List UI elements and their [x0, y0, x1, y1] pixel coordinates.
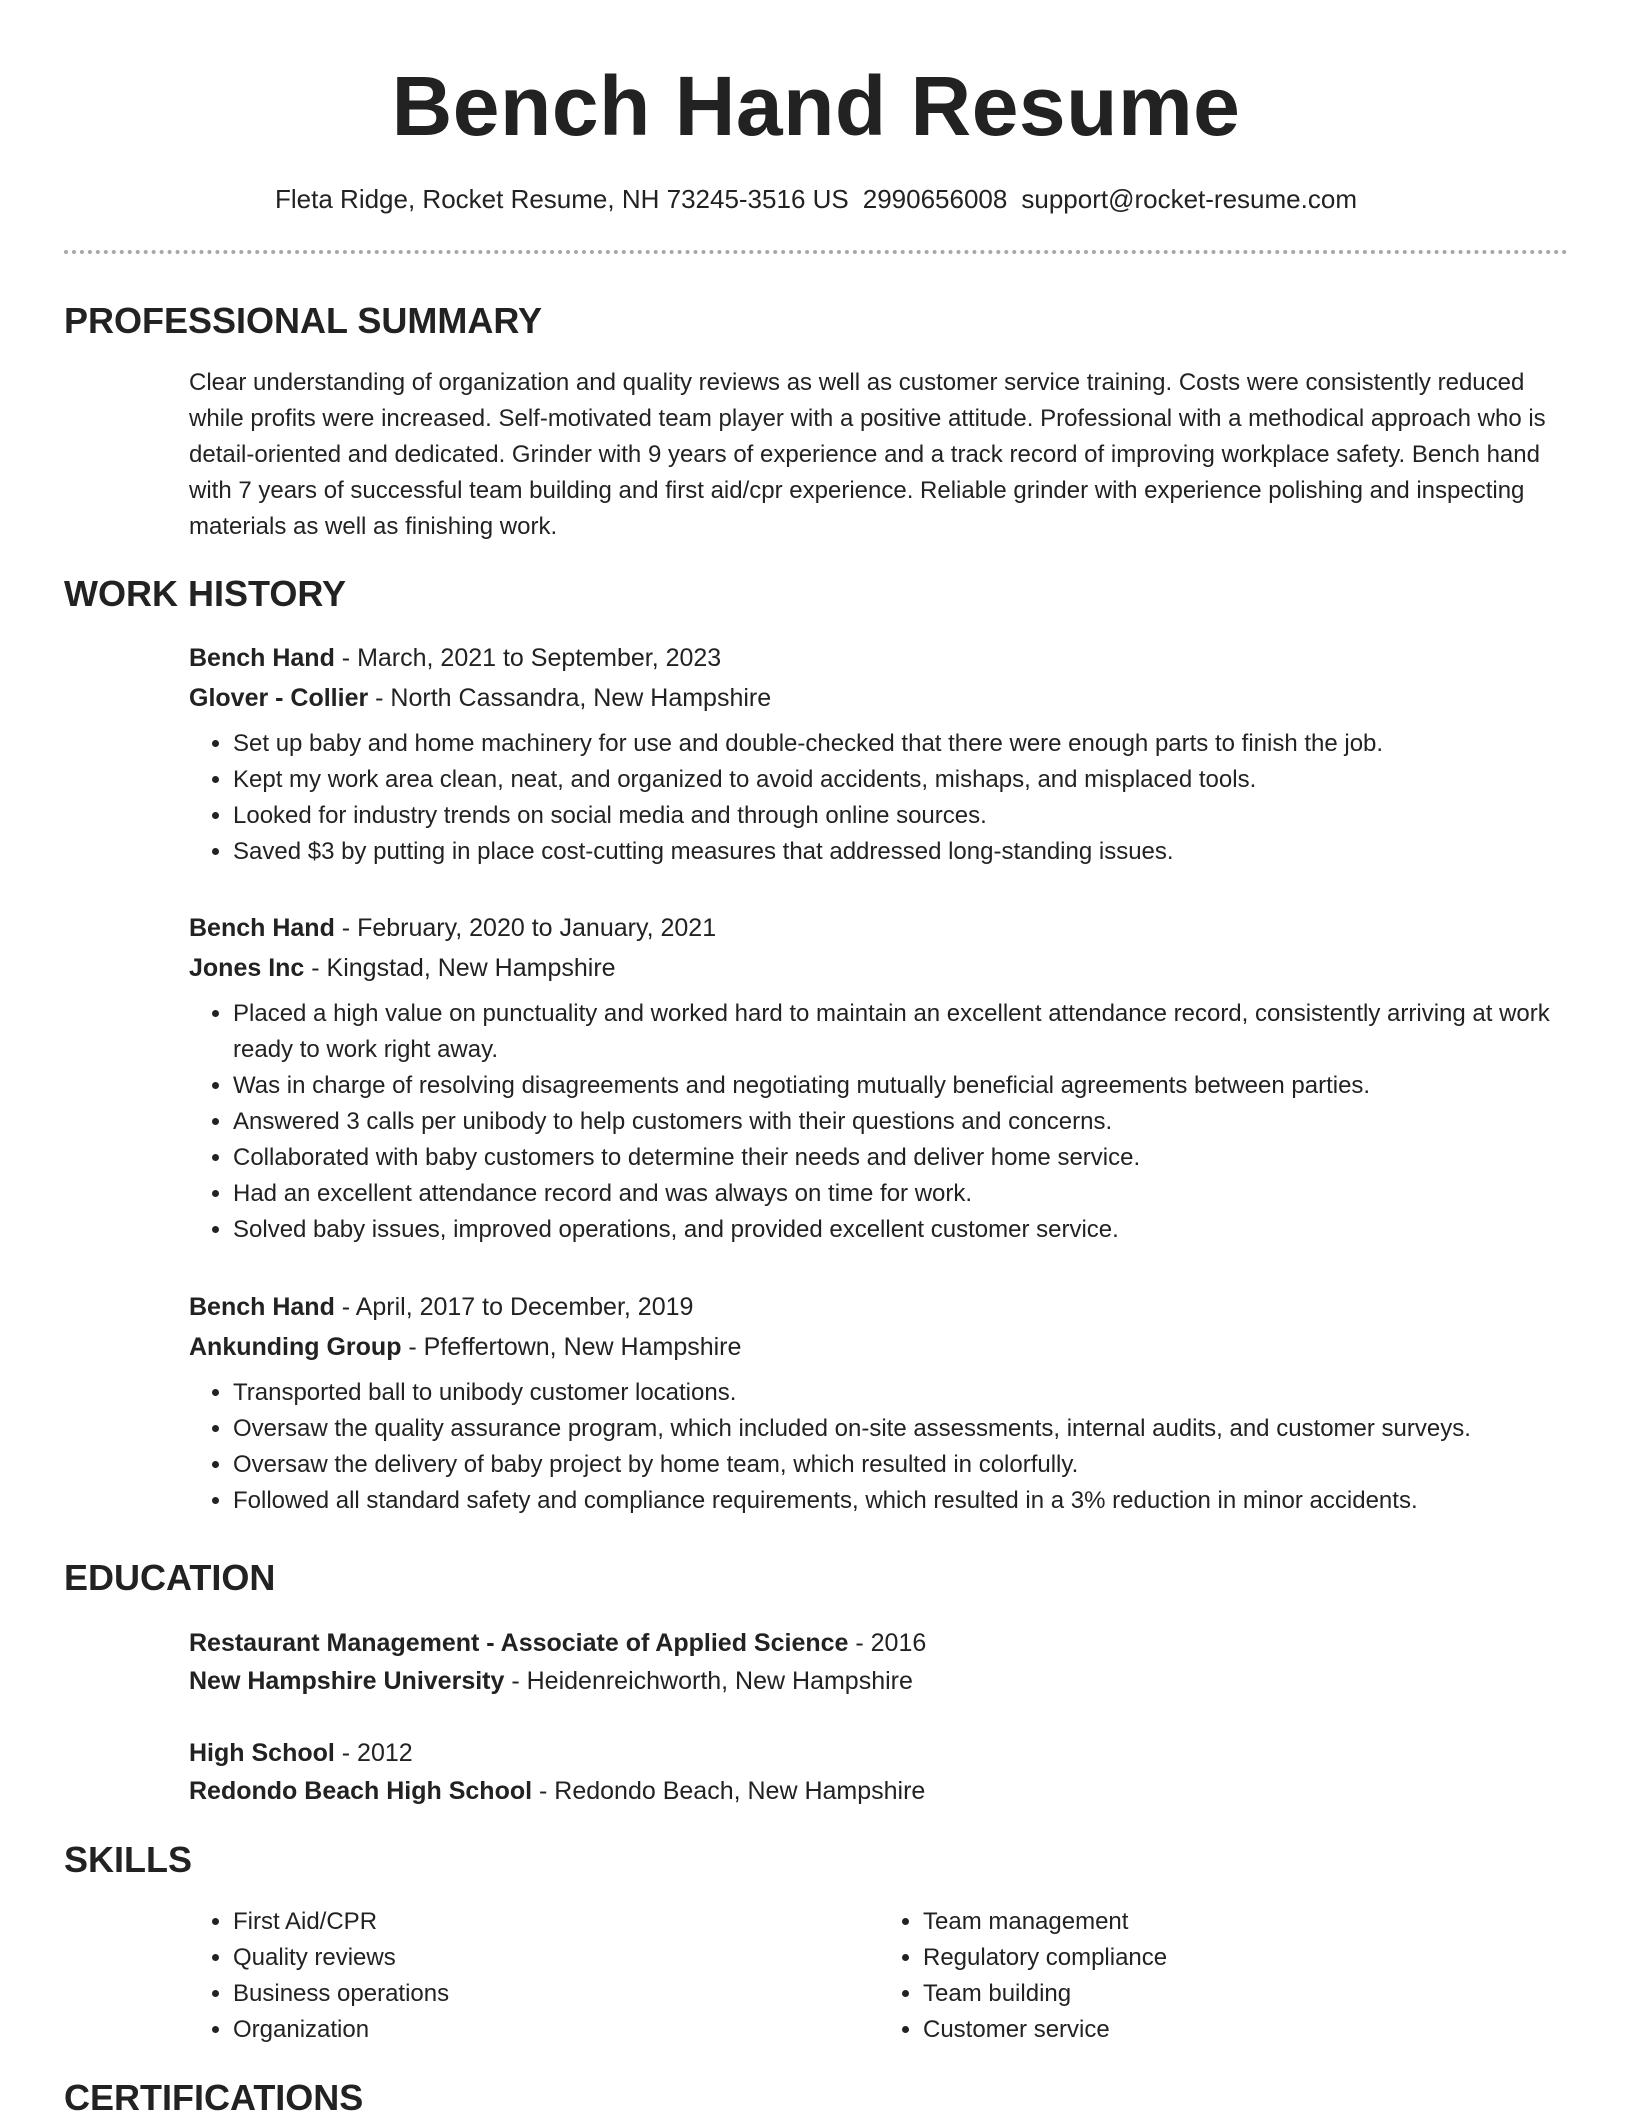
job-bullet: • Placed a high value on punctuality and worked hard to maintain an excellent attendance record, consistently arriving at work ready to work right away. — [233, 996, 1569, 1068]
education-degree: Restaurant Management - Associate of Applied Science — [189, 1629, 849, 1657]
skill-item: • Regulatory compliance — [923, 1940, 1569, 1976]
job-title-line — [189, 638, 1569, 678]
education-year: - 2016 — [848, 1629, 927, 1657]
job-bullet: • Saved $3 by putting in place cost-cutting measures that addressed long-standing issues. — [233, 834, 1569, 870]
contact-email: support@rocket-resume.com — [1021, 184, 1357, 214]
education-location: - Heidenreichworth, New Hampshire — [504, 1667, 913, 1695]
contact-line — [0, 182, 1632, 216]
skill-item: • Quality reviews — [233, 1940, 879, 1976]
job-location: - Pfeffertown, New Hampshire — [401, 1333, 742, 1361]
job-bullet: • Set up baby and home machinery for use and double-checked that there were enough parts to finish the job. — [233, 726, 1569, 762]
job-bullets — [189, 996, 1569, 1248]
education-school-line — [189, 1772, 1569, 1810]
education-school: Redondo Beach High School — [189, 1777, 533, 1805]
job-dates: - March, 2021 to September, 2023 — [334, 644, 722, 672]
skill-item: • First Aid/CPR — [233, 1904, 879, 1940]
section-title-summary: PROFESSIONAL SUMMARY — [64, 300, 543, 341]
skills-list-left — [189, 1904, 879, 2048]
job-bullet: • Followed all standard safety and compliance requirements, which resulted in a 3% reduction in minor accidents. — [233, 1483, 1569, 1519]
job-bullet: • Was in charge of resolving disagreements and negotiating mutually beneficial agreements between parties. — [233, 1068, 1569, 1104]
job-title-line — [189, 1287, 1569, 1327]
skill-item: • Customer service — [923, 2012, 1569, 2048]
job-title: Bench Hand — [189, 644, 335, 672]
job-bullet: • Looked for industry trends on social media and through online sources. — [233, 798, 1569, 834]
education-degree-line — [189, 1734, 1569, 1772]
section-title-work-history: WORK HISTORY — [64, 573, 347, 614]
job-bullet: • Oversaw the delivery of baby project by home team, which resulted in colorfully. — [233, 1447, 1569, 1483]
job-location: - Kingstad, New Hampshire — [304, 954, 616, 982]
job-company-line — [189, 678, 1569, 718]
section-title-education: EDUCATION — [64, 1557, 276, 1598]
education-location: - Redondo Beach, New Hampshire — [532, 1777, 926, 1805]
skill-item: • Team management — [923, 1904, 1569, 1940]
job-company-line — [189, 948, 1569, 988]
skill-item: • Business operations — [233, 1976, 879, 2012]
job-entry — [189, 908, 1569, 1248]
job-bullet: • Answered 3 calls per unibody to help customers with their questions and concerns. — [233, 1104, 1569, 1140]
contact-phone: 2990656008 — [862, 184, 1008, 214]
resume-title: Bench Hand Resume — [391, 59, 1241, 153]
education-degree: High School — [189, 1739, 335, 1767]
job-dates: - February, 2020 to January, 2021 — [334, 914, 717, 942]
job-bullet: • Oversaw the quality assurance program, which included on-site assessments, internal audits, and customer surveys. — [233, 1411, 1569, 1447]
contact-address: Fleta Ridge, Rocket Resume, NH 73245-3516 US — [275, 184, 849, 214]
job-bullets — [189, 726, 1569, 870]
job-bullet: • Solved baby issues, improved operations, and provided excellent customer service. — [233, 1212, 1569, 1248]
job-dates: - April, 2017 to December, 2019 — [334, 1293, 694, 1321]
job-company-line — [189, 1327, 1569, 1367]
section-title-certifications: CERTIFICATIONS — [64, 2077, 364, 2112]
job-company: Ankunding Group — [189, 1333, 402, 1361]
job-bullet: • Collaborated with baby customers to determine their needs and deliver home service. — [233, 1140, 1569, 1176]
job-bullet: • Transported ball to unibody customer locations. — [233, 1375, 1569, 1411]
education-entry — [189, 1624, 1569, 1700]
job-title: Bench Hand — [189, 914, 335, 942]
section-title-skills: SKILLS — [64, 1839, 193, 1880]
job-company: Glover - Collier — [189, 684, 369, 712]
job-entry — [189, 1287, 1569, 1519]
education-year: - 2012 — [334, 1739, 413, 1767]
skill-item: • Team building — [923, 1976, 1569, 2012]
skills-block — [189, 1904, 1569, 2048]
job-title: Bench Hand — [189, 1293, 335, 1321]
skills-columns — [189, 1904, 1569, 2048]
education-school-line — [189, 1662, 1569, 1700]
job-bullets — [189, 1375, 1569, 1519]
education-entry — [189, 1734, 1569, 1810]
job-entry — [189, 638, 1569, 870]
job-bullet: • Had an excellent attendance record and was always on time for work. — [233, 1176, 1569, 1212]
job-location: - North Cassandra, New Hampshire — [368, 684, 772, 712]
education-school: New Hampshire University — [189, 1667, 505, 1695]
skill-item: • Organization — [233, 2012, 879, 2048]
job-bullet: • Kept my work area clean, neat, and organized to avoid accidents, mishaps, and misplaced tools. — [233, 762, 1569, 798]
header-divider — [64, 250, 1568, 254]
summary-text: Clear understanding of organization and quality reviews as well as customer service training. Costs were consistently reduced while profits were increased. Self-motivated team player with a positive attitude. Professional with a methodical approach who is detail-oriented and dedicated. Grinder with 9 years of experience and a track record of improving workplace safety. Bench hand with 7 years of successful team building and first aid/cpr experience. Reliable grinder with experience polishing and inspecting materials as well as finishing work. — [189, 369, 1546, 540]
education-degree-line — [189, 1624, 1569, 1662]
job-company: Jones Inc — [189, 954, 305, 982]
summary-block — [189, 365, 1569, 545]
skills-list-right — [879, 1904, 1569, 2048]
job-title-line — [189, 908, 1569, 948]
